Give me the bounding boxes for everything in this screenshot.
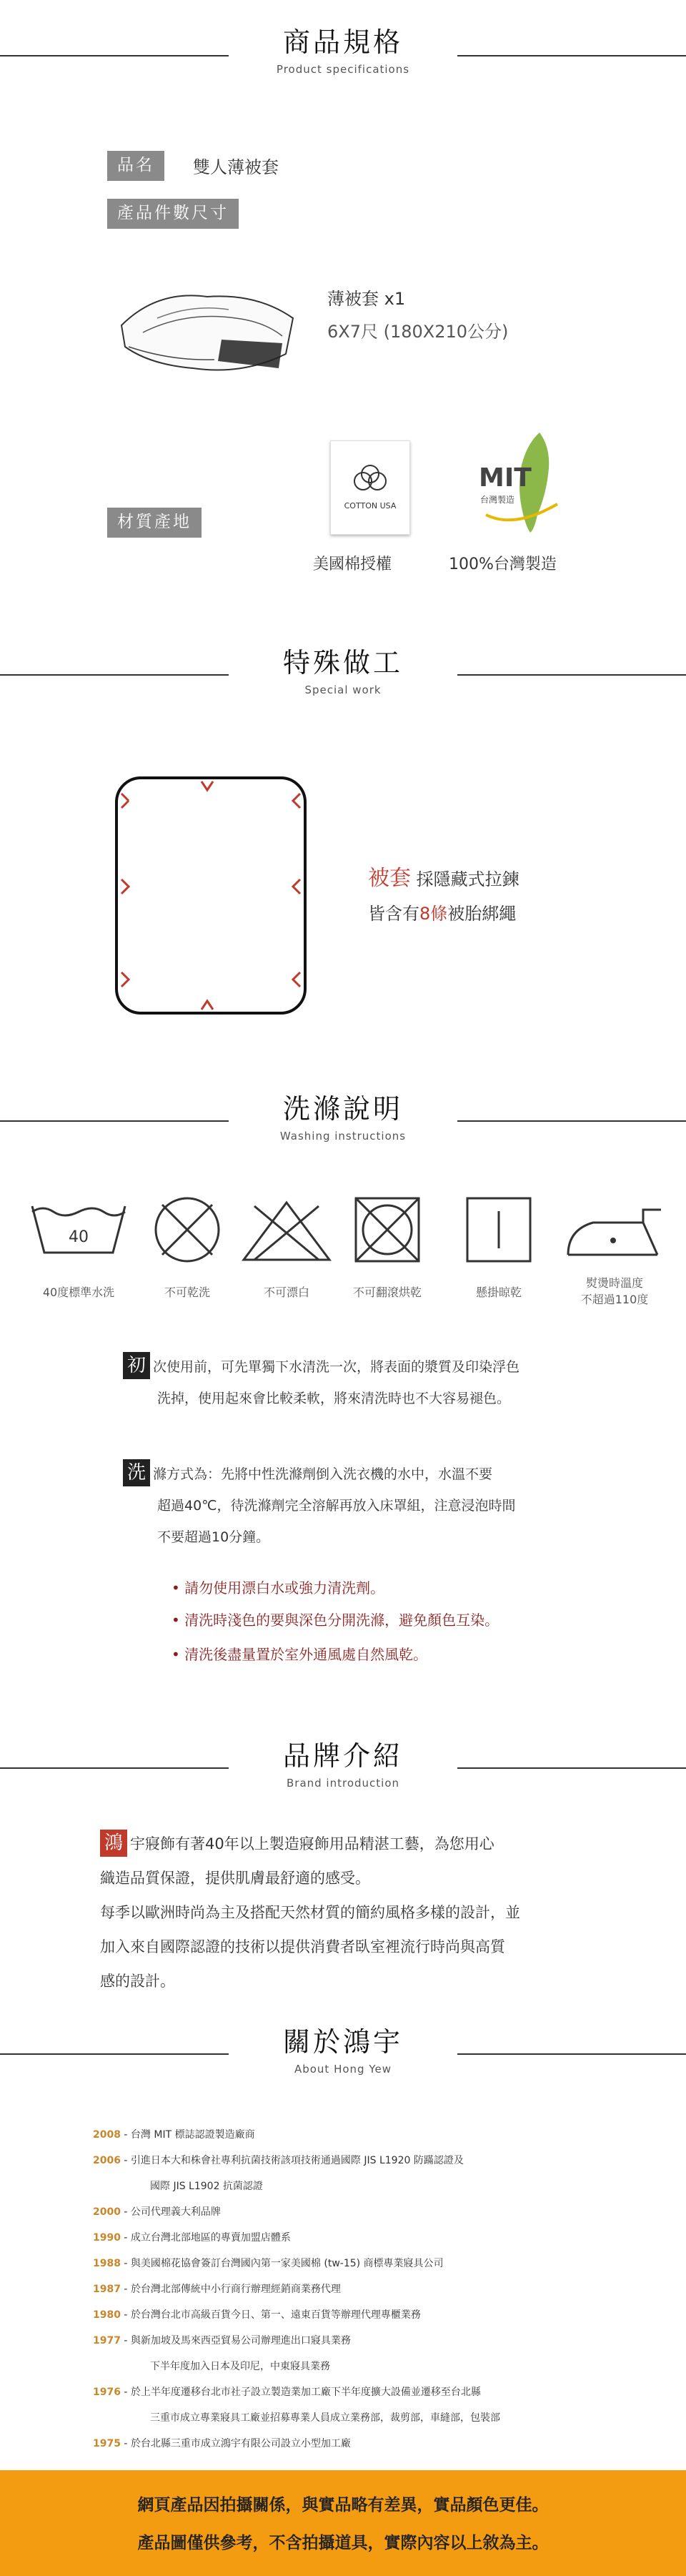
material-label: 材質產地 — [107, 508, 202, 538]
mit-sub-text: 台灣製造 — [480, 495, 515, 505]
no-tumble-dry-label: 不可翻滾烘乾 — [352, 1285, 422, 1299]
disclaimer-line1: 網頁產品因拍攝關係，與實品略有差異，實品顏色更佳。 — [137, 2495, 549, 2515]
wash-method-line1 — [123, 1459, 623, 1490]
bullet-text: 請勿使用漂白水或強力清洗劑。 — [184, 1579, 385, 1597]
special-line2 — [368, 899, 516, 924]
timeline-text: - 於台灣台北市高級百貨今日、第一、遠東百貨等辦理代理專櫃業務 — [120, 2309, 421, 2321]
history-timeline — [93, 2122, 500, 2457]
timeline-row — [93, 2328, 500, 2354]
cotton-usa-badge — [330, 440, 410, 535]
timeline-year: 1988 — [93, 2258, 121, 2269]
brand-tag: 鴻 — [100, 1830, 127, 1857]
special-red-text: 被套 — [368, 866, 411, 891]
timeline-row — [93, 2148, 500, 2173]
wash-method-text2: 超過40℃，待洗滌劑完全溶解再放入床罩組，注意浸泡時間 — [157, 1498, 516, 1514]
iron-icon — [565, 1201, 665, 1258]
timeline-row — [93, 2431, 500, 2457]
timeline-row — [93, 2173, 500, 2199]
spec-title: 商品規格 — [282, 26, 403, 58]
cotton-caption: 美國棉授權 — [313, 556, 392, 573]
special-line2-post: 被胎綁繩 — [447, 904, 517, 924]
timeline-text: - 於上半年度遷移台北市社子設立製造業加工廠下半年度擴大設備並遷移至台北縣 — [120, 2387, 481, 2398]
timeline-text: - 與美國棉花協會簽訂台灣國內第一家美國棉 (tw-15) 商標專業寢具公司 — [120, 2258, 444, 2269]
timeline-row — [93, 2251, 500, 2276]
no-tumble-dry-icon — [352, 1194, 423, 1265]
wash-40-number: 40 — [69, 1228, 89, 1246]
bullet-text: 清洗後盡量置於室外通風處自然風乾。 — [184, 1646, 428, 1663]
timeline-year: 1990 — [93, 2232, 121, 2244]
size-line: 6X7尺 (180X210公分) — [327, 322, 509, 342]
iron-label — [557, 1274, 672, 1307]
timeline-year: 2006 — [93, 2155, 121, 2166]
special-subtitle: Special work — [304, 684, 382, 696]
brand-text3: 每季以歐洲時尚為主及搭配天然材質的簡約風格多樣的設計，並 — [100, 1904, 520, 1921]
bullet-item: • 清洗時淺色的要與深色分開洗滌，避免顏色互染。 — [172, 1612, 499, 1629]
timeline-year: 1977 — [93, 2335, 121, 2346]
timeline-text: 三重市成立專業寢具工廠並招募專業人員成立業務部，裁剪部，車縫部，包裝部 — [150, 2412, 500, 2424]
timeline-text: - 與新加坡及馬來西亞貿易公司辦理進出口寢具業務 — [120, 2335, 351, 2346]
timeline-row — [93, 2225, 500, 2251]
first-use-text2: 洗掉，使用起來會比較柔軟，將來清洗時也不大容易褪色。 — [157, 1391, 511, 1406]
wash-method-text3: 不要超過10分鐘。 — [157, 1529, 270, 1545]
timeline-year: 2000 — [93, 2206, 121, 2218]
disclaimer-banner — [0, 2470, 686, 2576]
hang-dry-label: 懸掛晾乾 — [475, 1285, 522, 1299]
special-line1-rest: 採隱藏式拉鍊 — [416, 869, 520, 889]
timeline-text: 國際 JIS L1902 抗菌認證 — [150, 2181, 263, 2192]
mit-caption: 100%台灣製造 — [449, 556, 557, 573]
timeline-year: 1975 — [93, 2438, 121, 2449]
washing-section-title — [0, 1095, 686, 1143]
first-use-tag: 初 — [123, 1352, 150, 1379]
item-line: 薄被套 x1 — [327, 289, 406, 309]
about-subtitle: About Hong Yew — [294, 2063, 392, 2076]
timeline-text: - 公司代理義大利品牌 — [120, 2206, 221, 2218]
brand-title: 品牌介紹 — [282, 1740, 403, 1772]
timeline-year: 1987 — [93, 2284, 121, 2295]
timeline-row — [93, 2276, 500, 2302]
about-section-title — [0, 2028, 686, 2076]
timeline-year: 1976 — [93, 2387, 121, 2398]
timeline-text: - 台灣 MIT 標誌認證製造廠商 — [120, 2129, 255, 2141]
wash-40-label: 40度標準水洗 — [42, 1285, 115, 1299]
timeline-year: 2008 — [93, 2129, 121, 2141]
timeline-row — [93, 2122, 500, 2148]
timeline-text: - 引進日本大和株會社專利抗菌技術該項技術通過國際 JIS L1920 防蹣認證及 — [120, 2155, 464, 2166]
special-line1 — [368, 860, 520, 892]
spec-subtitle: Product specifications — [276, 63, 410, 76]
cotton-usa-text: COTTON USA — [344, 501, 397, 510]
no-dry-clean-icon — [151, 1194, 223, 1265]
bullet-item: • 清洗後盡量置於室外通風處自然風乾。 — [172, 1646, 428, 1663]
brand-line1 — [100, 1827, 615, 1861]
washing-title: 洗滌說明 — [282, 1093, 403, 1125]
special-title: 特殊做工 — [282, 647, 403, 678]
timeline-text: - 於台灣北部傳統中小行商行辦理經銷商業務代理 — [120, 2284, 341, 2295]
no-bleach-icon — [240, 1199, 333, 1263]
brand-paragraph — [100, 1827, 615, 1998]
wash-40-icon — [29, 1199, 129, 1256]
first-use-paragraph — [123, 1351, 623, 1414]
about-title: 關於鴻宇 — [282, 2026, 403, 2058]
mit-text: MIT — [479, 463, 532, 493]
mit-logo — [472, 429, 572, 536]
size-label: 產品件數尺寸 — [107, 199, 239, 229]
first-use-text1: 次使用前，可先單獨下水清洗一次，將表面的漿質及印染浮色 — [153, 1359, 520, 1375]
timeline-row — [93, 2379, 500, 2405]
brand-text1: 宇寢飾有著40年以上製造寢飾用品精湛工藝，為您用心 — [130, 1835, 494, 1852]
iron-label-line2: 不超過110度 — [580, 1293, 649, 1306]
timeline-row — [93, 2199, 500, 2225]
iron-label-line1: 熨燙時溫度 — [585, 1276, 643, 1290]
wash-method-paragraph — [123, 1459, 623, 1553]
no-bleach-label: 不可漂白 — [263, 1285, 309, 1299]
washing-subtitle: Washing instructions — [279, 1130, 407, 1143]
cotton-icon — [349, 463, 392, 498]
brand-subtitle: Brand introduction — [286, 1777, 400, 1790]
timeline-row — [93, 2405, 500, 2431]
timeline-text: 下半年度加入日本及印尼，中東寢具業務 — [150, 2361, 330, 2372]
bullet-text: 清洗時淺色的要與深色分開洗滌，避免顏色互染。 — [184, 1612, 499, 1629]
wash-method-tag: 洗 — [123, 1459, 150, 1486]
brand-section-title — [0, 1742, 686, 1790]
hang-dry-icon — [463, 1194, 535, 1265]
spec-section-title — [0, 26, 686, 76]
product-name-label: 品名 — [107, 151, 164, 181]
timeline-row — [93, 2302, 500, 2328]
no-dry-clean-label: 不可乾洗 — [164, 1285, 210, 1299]
timeline-text: - 於台北縣三重市成立鴻宇有限公司設立小型加工廠 — [120, 2438, 351, 2449]
duvet-illustration — [114, 275, 300, 383]
timeline-text: - 成立台灣北部地區的專賣加盟店體系 — [120, 2232, 291, 2244]
timeline-row — [93, 2354, 500, 2379]
timeline-year: 1980 — [93, 2309, 121, 2321]
duvet-ties-diagram — [114, 776, 307, 1015]
brand-text5: 感的設計。 — [100, 1973, 175, 1990]
product-name-value: 雙人薄被套 — [193, 157, 279, 177]
brand-text2: 織造品質保證，提供肌膚最舒適的感受。 — [100, 1870, 370, 1887]
special-line2-pre: 皆含有 — [368, 904, 419, 924]
brand-text4: 加入來自國際認證的技術以提供消費者臥室裡流行時尚與高質 — [100, 1938, 505, 1955]
special-section-title — [0, 649, 686, 696]
disclaimer-line2: 產品圖僅供參考，不含拍攝道具，實際內容以上敘為主。 — [137, 2533, 549, 2552]
bullet-item: • 請勿使用漂白水或強力清洗劑。 — [172, 1579, 385, 1597]
special-line2-red: 8條 — [419, 904, 448, 924]
wash-method-text1: 滌方式為：先將中性洗滌劑倒入洗衣機的水中，水溫不要 — [153, 1466, 493, 1482]
first-use-line1 — [123, 1351, 623, 1383]
